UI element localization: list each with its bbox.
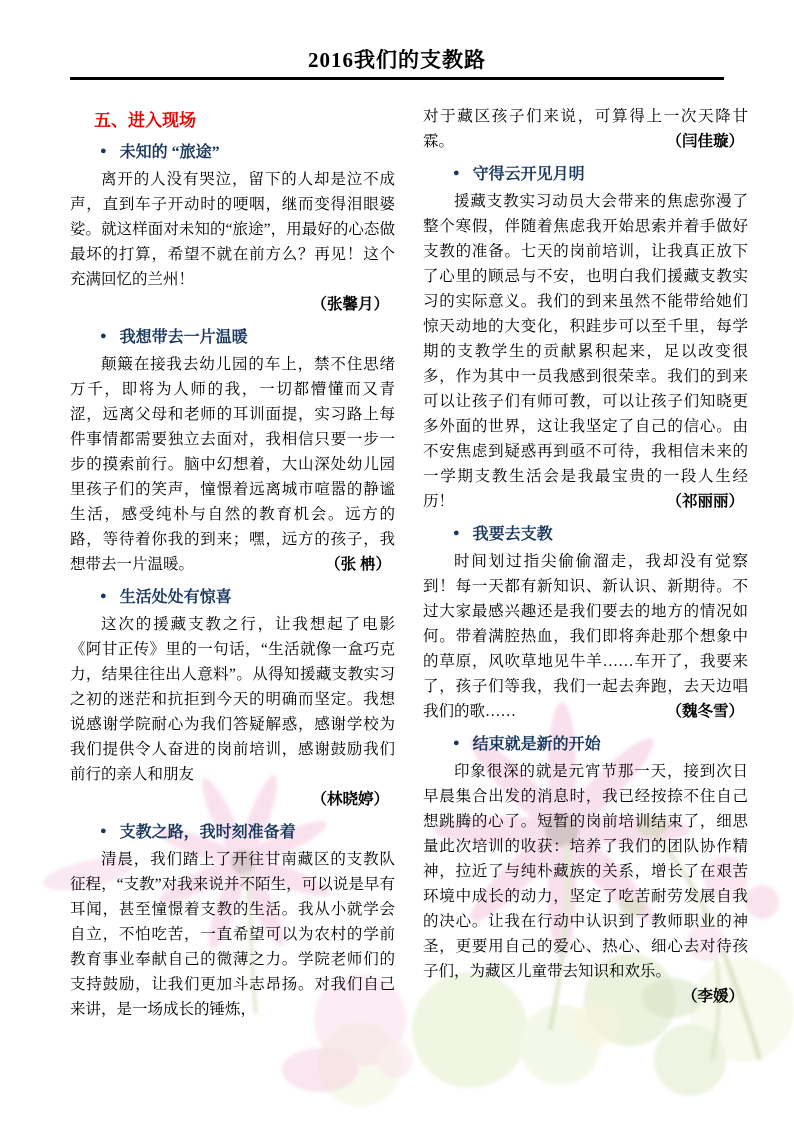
article-block bbox=[70, 819, 395, 1022]
paragraph bbox=[423, 759, 748, 1005]
topic-heading-label: 我要去支教 bbox=[472, 526, 553, 543]
paragraph bbox=[423, 549, 748, 724]
topic-heading bbox=[100, 584, 395, 607]
bullet-icon: ● bbox=[100, 590, 107, 602]
paragraph-text: 援藏支教实习动员大会带来的焦虑弥漫了整个寒假，伴随着焦虑我开始思索并着手做好支教的准备。七天的岗前培训，让我真正放下了心里的顾忌与不安，也明白我们援藏支教实习的实际意义。我们的到来虽然不能带给她们惊天动地的大变化，积跬步可以至千里，每学期的支教学生的贡献累积起来，足以改变很多，作为其中一员我感到很荣幸。我们的到来可以让孩子们有师可教，可以让孩子们知晓更多外面的世界，这让我坚定了自己的信心。由不安焦虑到疑惑再到亟不可待，我相信未来的一学期支教生活会是我最宝贵的一段人生经历！ bbox=[423, 193, 748, 510]
section-heading: 五、进入现场 bbox=[94, 111, 196, 130]
right-column bbox=[423, 104, 748, 1022]
article-block bbox=[70, 139, 395, 317]
author-signature: （祁丽丽） bbox=[666, 493, 744, 510]
topic-heading bbox=[100, 324, 395, 347]
article-block bbox=[70, 324, 395, 577]
author-signature: （李媛） bbox=[681, 988, 744, 1005]
paragraph bbox=[423, 189, 748, 514]
paragraph-continuation bbox=[423, 104, 748, 154]
author-signature: （张 柟） bbox=[325, 556, 391, 573]
paragraph: 清晨，我们踏上了开往甘南藏区的支教队征程，“支教”对我来说并不陌生，可以说是早有耳闻，甚至憧憬着支教的生活。我从小就学会自立，不怕吃苦，一直希望可以为农村的学前教育事业奉献自己的微薄之力。学院老师们的支持鼓励，让我们更加斗志昂扬。对我们自己来讲，是一场成长的锤炼， bbox=[70, 851, 395, 1018]
topic-heading bbox=[100, 819, 395, 842]
paragraph-text: 颠簸在接我去幼儿园的车上，禁不住思绪万千，即将为人师的我，一切都懵懂而又青涩，远离父母和老师的耳训面提，实习路上每件事情都需要独立去面对，我相信只要一步一步的摸索前行。脑中幻想着，大山深处幼儿园里孩子们的笑声，憧憬着远离城市喧嚣的静谧生活，感受纯朴与自然的教育机会。远方的路，等待着你我的到来；嘿，远方的孩子，我想带去一片温暖。 bbox=[70, 356, 395, 573]
header-rule bbox=[70, 77, 724, 80]
bullet-icon: ● bbox=[100, 825, 107, 837]
topic-heading bbox=[453, 731, 748, 754]
article-block bbox=[423, 104, 748, 154]
bullet-icon: ● bbox=[100, 330, 107, 342]
article-block bbox=[423, 161, 748, 514]
article-block bbox=[70, 584, 395, 812]
bullet-icon: ● bbox=[100, 145, 107, 157]
author-signature: （闫佳璇） bbox=[666, 133, 744, 150]
topic-heading bbox=[100, 139, 395, 162]
topic-heading-label: 未知的 “旅途” bbox=[119, 144, 220, 161]
bullet-icon: ● bbox=[453, 737, 460, 749]
paragraph: 离开的人没有哭泣，留下的人却是泣不成声，直到车子开动时的哽咽，继而变得泪眼婆娑。就这样面对未知的“旅途”，用最好的心态做最坏的打算，希望不就在前方么？再见！这个充满回忆的兰州！ bbox=[70, 171, 395, 288]
left-column bbox=[70, 104, 395, 1022]
bullet-icon: ● bbox=[453, 167, 460, 179]
topic-heading bbox=[453, 521, 748, 544]
author-signature: （张馨月） bbox=[311, 296, 389, 313]
article-block bbox=[423, 521, 748, 724]
paragraph-text: 对于藏区孩子们来说，可算得上一次天降甘霖。 bbox=[423, 108, 748, 150]
topic-heading-label: 守得云开见月明 bbox=[472, 166, 585, 183]
paragraph-text: 印象很深的就是元宵节那一天，接到次日早晨集合出发的消息时，我已经按捺不住自己想跳腾的心了。短暂的岗前培训结束了，细思量此次培训的收获：培养了我们的团队协作精神，拉近了与纯朴藏族的关系，增长了在艰苦环境中成长的动力，坚定了吃苦耐劳发展自我的决心。让我在行动中认识到了教师职业的神圣，更要用自己的爱心、热心、细心去对待孩子们，为藏区儿童带去知识和欢乐。 bbox=[423, 763, 748, 980]
topic-heading-label: 我想带去一片温暖 bbox=[119, 329, 248, 346]
paragraph bbox=[70, 352, 395, 577]
topic-heading-label: 支教之路，我时刻准备着 bbox=[119, 824, 296, 841]
bullet-icon: ● bbox=[453, 527, 460, 539]
article-block bbox=[423, 731, 748, 1005]
page-title: 2016我们的支教路 bbox=[308, 48, 486, 72]
topic-heading bbox=[453, 161, 748, 184]
author-signature: （林晓婷） bbox=[311, 791, 389, 808]
two-column-layout bbox=[70, 104, 748, 1022]
paragraph-text: 时间划过指尖偷偷溜走，我却没有觉察到！每一天都有新知识、新认识、新期待。不过大家最感兴趣还是我们要去的地方的情况如何。带着满腔热血，我们即将奔赴那个想象中的草原，风吹草地见牛羊……车开了，我要来了，孩子们等我，我们一起去奔跑，去天边唱我们的歌…… bbox=[423, 553, 748, 720]
topic-heading-label: 结束就是新的开始 bbox=[472, 736, 601, 753]
paragraph: 这次的援藏支教之行，让我想起了电影《阿甘正传》里的一句话，“生活就像一盒巧克力，结果往往出人意料”。从得知援藏支教实习之初的迷茫和抗拒到今天的明确而坚定。我想说感谢学院耐心为我们答疑解惑，感谢学校为我们提供令人奋进的岗前培训，感谢鼓励我们前行的亲人和朋友 bbox=[70, 616, 395, 783]
topic-heading-label: 生活处处有惊喜 bbox=[119, 589, 232, 606]
author-signature: （魏冬雪） bbox=[666, 703, 744, 720]
